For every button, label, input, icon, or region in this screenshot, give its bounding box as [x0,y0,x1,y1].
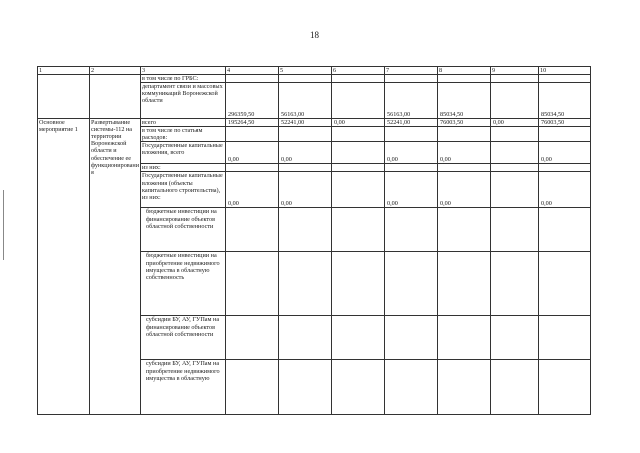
value-cell: 0,00 [332,119,385,127]
value-cell: 56163,00 [279,83,332,119]
value-cell: 0,00 [539,142,591,164]
header-cell: 7 [385,67,438,75]
row-label: бюджетные инвестиции на приобретение недвижимого имущества в областную собственность [141,252,226,316]
value-cell: 52241,00 [385,119,438,127]
header-cell: 6 [332,67,385,75]
header-cell: 2 [90,67,141,75]
row-label: всего [141,119,226,127]
row-label: субсидии БУ, АУ, ГУПам на финансирование объектов областной собственности [141,316,226,360]
value-cell: 76003,50 [438,119,491,127]
value-cell: 76003,50 [539,119,591,127]
header-cell: 8 [438,67,491,75]
row-label: департамент связи и массовых коммуникаций Воронежской области [141,83,226,119]
row-label: бюджетные инвестиции на финансирование объектов областной собственности [141,208,226,252]
value-cell: 296359,50 [226,83,279,119]
value-cell: 0,00 [438,172,491,208]
value-cell: 0,00 [279,172,332,208]
header-cell: 10 [539,67,591,75]
header-cell: 4 [226,67,279,75]
value-cell [491,142,539,164]
row-label: Государственные капитальные вложения, всего [141,142,226,164]
budget-table [37,66,591,415]
header-cell: 5 [279,67,332,75]
value-cell [332,83,385,119]
value-cell: 0,00 [539,172,591,208]
measure-name: Основное мероприятие 1 [38,119,90,415]
header-row [38,67,591,75]
row-label: Государственные капитальные вложения (объекты капитального строительства), из них: [141,172,226,208]
value-cell: 52241,00 [279,119,332,127]
value-cell [332,172,385,208]
value-cell: 85034,50 [539,83,591,119]
empty-cell [38,75,90,119]
value-cell: 0,00 [279,142,332,164]
row-label: в том числе по статьям расходов: [141,127,226,142]
table-row [38,75,591,83]
value-cell: 0,00 [385,172,438,208]
value-cell: 195264,50 [226,119,279,127]
value-cell [491,83,539,119]
empty-cell [90,75,141,119]
row-label: в том числе по ГРБС: [141,75,226,83]
table-row [38,119,591,127]
page-number: 18 [310,30,319,40]
header-cell: 3 [141,67,226,75]
value-cell: 0,00 [226,142,279,164]
value-cell: 56163,00 [385,83,438,119]
value-cell: 85034,50 [438,83,491,119]
value-cell: 0,00 [385,142,438,164]
scan-margin-mark [3,190,4,260]
value-cell: 0,00 [226,172,279,208]
value-cell [332,142,385,164]
value-cell [491,172,539,208]
value-cell: 0,00 [438,142,491,164]
row-label: из них: [141,164,226,172]
row-label: субсидии БУ, АУ, ГУПам на приобретение недвижимого имущества в областную [141,360,226,415]
measure-description: Развертывание системы-112 на территории Воронежской области и обеспечение ее функционирования [90,119,141,415]
header-cell: 9 [491,67,539,75]
header-cell: 1 [38,67,90,75]
value-cell: 0,00 [491,119,539,127]
